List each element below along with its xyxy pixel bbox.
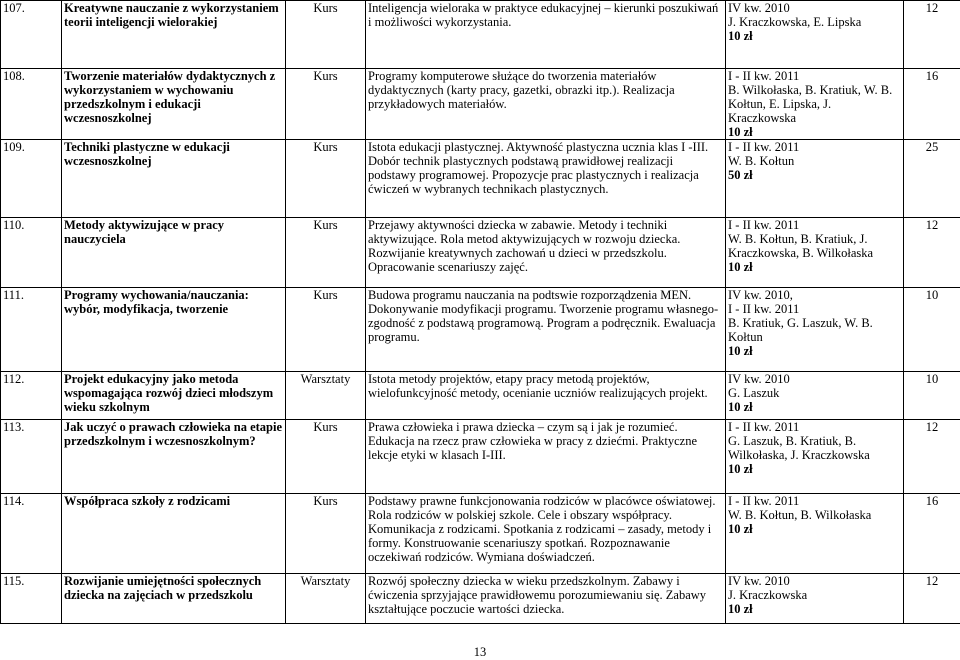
course-number: 109. — [1, 140, 62, 218]
course-title: Rozwijanie umiejętności społecznych dziecka na zajęciach w przedszkolu — [62, 574, 286, 624]
course-term — [726, 140, 904, 218]
table-row — [1, 69, 960, 140]
table-row — [1, 494, 960, 574]
course-price: 10 zł — [728, 400, 901, 414]
course-form: Kurs — [286, 69, 366, 140]
course-description: Rozwój społeczny dziecka w wieku przedszkolnym. Zabawy i ćwiczenia sprzyjające prawidłowemu porozumiewaniu się. Zabawy kształtujące poczucie wartości dziecka. — [366, 574, 726, 624]
course-hours: 10 — [904, 372, 960, 420]
course-hours: 16 — [904, 69, 960, 140]
course-number: 115. — [1, 574, 62, 624]
term-line: J. Kraczkowska — [728, 588, 901, 602]
term-line: IV kw. 2010, — [728, 288, 901, 302]
course-title: Jak uczyć o prawach człowieka na etapie przedszkolnym i wczesnoszkolnym? — [62, 420, 286, 494]
term-line: I - II kw. 2011 — [728, 69, 901, 83]
table-row — [1, 420, 960, 494]
catalog-body — [1, 1, 960, 624]
course-hours: 12 — [904, 1, 960, 69]
term-line: W. B. Kołtun, B. Wilkołaska — [728, 508, 901, 522]
term-line: G. Laszuk — [728, 386, 901, 400]
course-term — [726, 574, 904, 624]
course-description: Prawa człowieka i prawa dziecka – czym są i jak je rozumieć. Edukacja na rzecz praw człowieka w pracy z dziećmi. Praktyczne lekcje etyki w klasach I-III. — [366, 420, 726, 494]
course-term — [726, 372, 904, 420]
course-form: Kurs — [286, 288, 366, 372]
course-form: Kurs — [286, 140, 366, 218]
course-form: Warsztaty — [286, 574, 366, 624]
course-title: Techniki plastyczne w edukacji wczesnoszkolnej — [62, 140, 286, 218]
course-form: Kurs — [286, 420, 366, 494]
course-form: Kurs — [286, 494, 366, 574]
course-number: 112. — [1, 372, 62, 420]
course-price: 10 zł — [728, 344, 901, 358]
table-row — [1, 218, 960, 288]
course-term — [726, 420, 904, 494]
course-description: Inteligencja wieloraka w praktyce edukacyjnej – kierunki poszukiwań i możliwości wykorzystania. — [366, 1, 726, 69]
term-line: G. Laszuk, B. Kratiuk, B. Wilkołaska, J. Kraczkowska — [728, 434, 901, 462]
course-number: 113. — [1, 420, 62, 494]
term-line: W. B. Kołtun, B. Kratiuk, J. Kraczkowska, B. Wilkołaska — [728, 232, 901, 260]
course-form: Warsztaty — [286, 372, 366, 420]
course-description: Budowa programu nauczania na podtswie rozporządzenia MEN. Dokonywanie modyfikacji programu. Tworzenie programu własnego- zgodność z podstawą programową. Program a podręcznik. Ewaluacja programu. — [366, 288, 726, 372]
page-number: 13 — [0, 645, 960, 660]
course-description: Podstawy prawne funkcjonowania rodziców w placówce oświatowej. Rola rodziców w polskiej szkole. Cele i obszary współpracy. Komunikacja z rodzicami. Spotkania z rodzicami – zasady, metody i formy. Konstruowanie scenariuszy spotkań. Rozpoznawanie oczekiwań rodziców. Wymiana doświadczeń. — [366, 494, 726, 574]
course-price: 10 zł — [728, 602, 901, 616]
course-price: 10 zł — [728, 522, 901, 536]
course-number: 107. — [1, 1, 62, 69]
course-term — [726, 69, 904, 140]
course-hours: 12 — [904, 218, 960, 288]
course-hours: 10 — [904, 288, 960, 372]
course-hours: 25 — [904, 140, 960, 218]
course-hours: 12 — [904, 420, 960, 494]
course-price: 10 zł — [728, 125, 901, 139]
course-title: Metody aktywizujące w pracy nauczyciela — [62, 218, 286, 288]
term-line: I - II kw. 2011 — [728, 494, 901, 508]
course-title: Współpraca szkoły z rodzicami — [62, 494, 286, 574]
course-number: 114. — [1, 494, 62, 574]
course-term — [726, 218, 904, 288]
table-row — [1, 372, 960, 420]
course-title: Tworzenie materiałów dydaktycznych z wykorzystaniem w wychowaniu przedszkolnym i edukacji wczesnoszkolnej — [62, 69, 286, 140]
course-title: Kreatywne nauczanie z wykorzystaniem teorii inteligencji wielorakiej — [62, 1, 286, 69]
term-line: I - II kw. 2011 — [728, 140, 901, 154]
table-row — [1, 1, 960, 69]
course-description: Programy komputerowe służące do tworzenia materiałów dydaktycznych (karty pracy, gazetki, obrazki itp.). Realizacja przykładowych materiałów. — [366, 69, 726, 140]
course-price: 10 zł — [728, 29, 901, 43]
course-title: Programy wychowania/nauczania: wybór, modyfikacja, tworzenie — [62, 288, 286, 372]
term-line: W. B. Kołtun — [728, 154, 901, 168]
course-term — [726, 494, 904, 574]
course-form: Kurs — [286, 218, 366, 288]
term-line: IV kw. 2010 — [728, 372, 901, 386]
course-price: 10 zł — [728, 260, 901, 274]
term-line: B. Wilkołaska, B. Kratiuk, W. B. Kołtun, E. Lipska, J. Kraczkowska — [728, 83, 901, 125]
course-title: Projekt edukacyjny jako metoda wspomagająca rozwój dzieci młodszym wieku szkolnym — [62, 372, 286, 420]
course-description: Istota edukacji plastycznej. Aktywność plastyczna ucznia klas I -III. Dobór technik plastycznych podstawą prawidłowej realizacji podstawy programowej. Propozycje prac plastycznych i realizacja ćwiczeń w wybranych technikach plastycznych. — [366, 140, 726, 218]
course-description: Istota metody projektów, etapy pracy metodą projektów, wielofunkcyjność metody, ocenianie uczniów realizujących projekt. — [366, 372, 726, 420]
course-form: Kurs — [286, 1, 366, 69]
term-line: J. Kraczkowska, E. Lipska — [728, 15, 901, 29]
term-line: I - II kw. 2011 — [728, 302, 901, 316]
course-number: 108. — [1, 69, 62, 140]
course-number: 110. — [1, 218, 62, 288]
course-term — [726, 1, 904, 69]
table-row — [1, 288, 960, 372]
table-row — [1, 140, 960, 218]
term-line: I - II kw. 2011 — [728, 420, 901, 434]
course-hours: 16 — [904, 494, 960, 574]
course-number: 111. — [1, 288, 62, 372]
course-term — [726, 288, 904, 372]
course-hours: 12 — [904, 574, 960, 624]
table-row — [1, 574, 960, 624]
course-price: 10 zł — [728, 462, 901, 476]
term-line: B. Kratiuk, G. Laszuk, W. B. Kołtun — [728, 316, 901, 344]
course-price: 50 zł — [728, 168, 901, 182]
term-line: IV kw. 2010 — [728, 574, 901, 588]
term-line: I - II kw. 2011 — [728, 218, 901, 232]
course-description: Przejawy aktywności dziecka w zabawie. Metody i techniki aktywizujące. Rola metod aktywizujących w rozwoju dziecka. Rozwijanie kreatywnych zachowań u dzieci w przedszkolu. Opracowanie scenariuszy zajęć. — [366, 218, 726, 288]
term-line: IV kw. 2010 — [728, 1, 901, 15]
